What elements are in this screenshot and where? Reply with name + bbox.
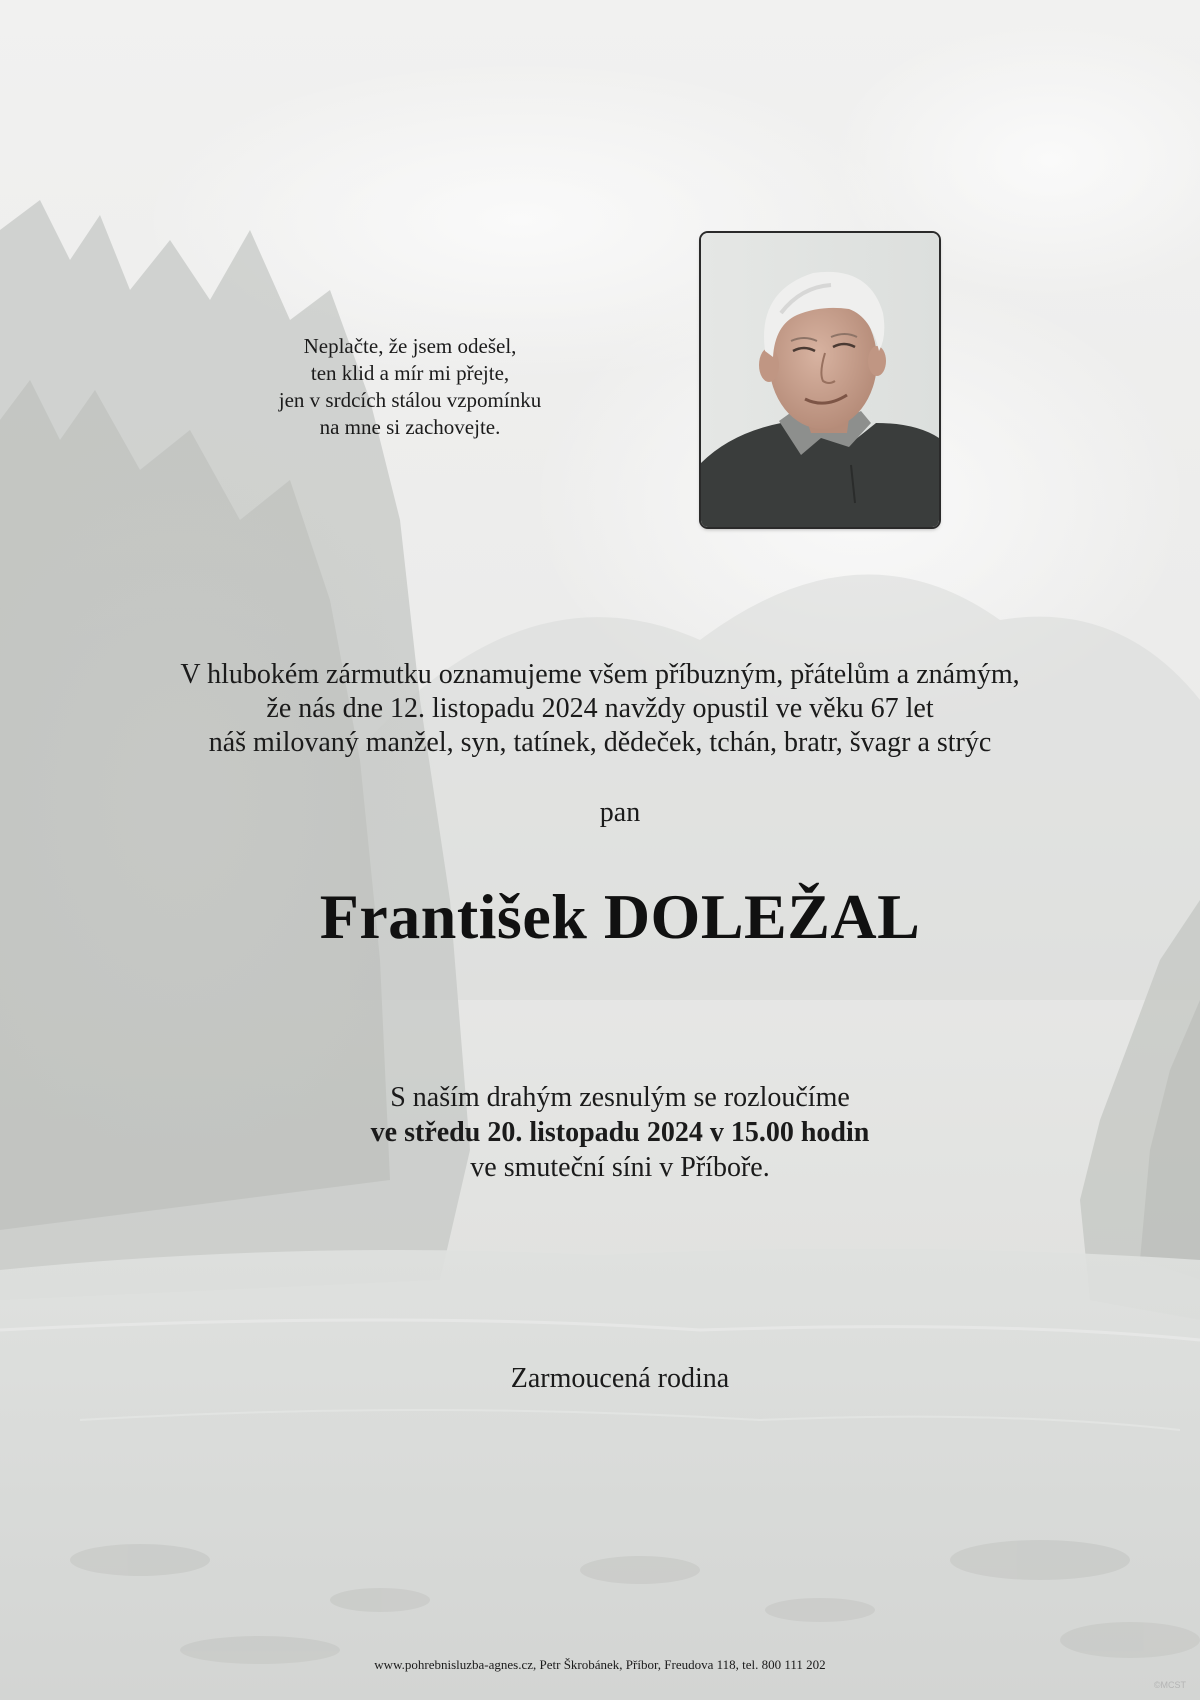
funeral-location: ve smuteční síni v Příboře.: [470, 1152, 770, 1183]
copyright-mark: ©MCST: [1153, 1680, 1186, 1690]
farewell-line: S naším drahým zesnulým se rozloučíme: [390, 1082, 850, 1113]
family-signature: Zarmoucená rodina: [510, 1363, 730, 1394]
announcement-line: V hlubokém zármutku oznamujeme všem příbuzným, přátelům a známým,: [180, 659, 1020, 690]
verse-line: jen v srdcích stálou vzpomínku: [278, 388, 542, 412]
honorific: pan: [599, 797, 641, 828]
deceased-name: František DOLEŽAL: [319, 881, 921, 952]
funeral-date-time: ve středu 20. listopadu 2024 v 15.00 hodin: [370, 1117, 870, 1148]
announcement-line: náš milovaný manžel, syn, tatínek, dědeček, tchán, bratr, švagr a strýc: [208, 727, 992, 758]
memorial-verse: [200, 333, 620, 441]
funeral-service-contact: www.pohrebnisluzba-agnes.cz, Petr Škrobánek, Příbor, Freudova 118, tel. 800 111 202: [374, 1657, 826, 1672]
portrait-photo: [701, 233, 939, 527]
funeral-details: [0, 1080, 1200, 1185]
verse-line: ten klid a mír mi přejte,: [310, 361, 510, 385]
verse-line: Neplačte, že jsem odešel,: [303, 334, 517, 358]
death-announcement: [80, 658, 1120, 760]
verse-line: na mne si zachovejte.: [319, 415, 501, 439]
announcement-line: že nás dne 12. listopadu 2024 navždy opustil ve věku 67 let: [266, 693, 934, 724]
